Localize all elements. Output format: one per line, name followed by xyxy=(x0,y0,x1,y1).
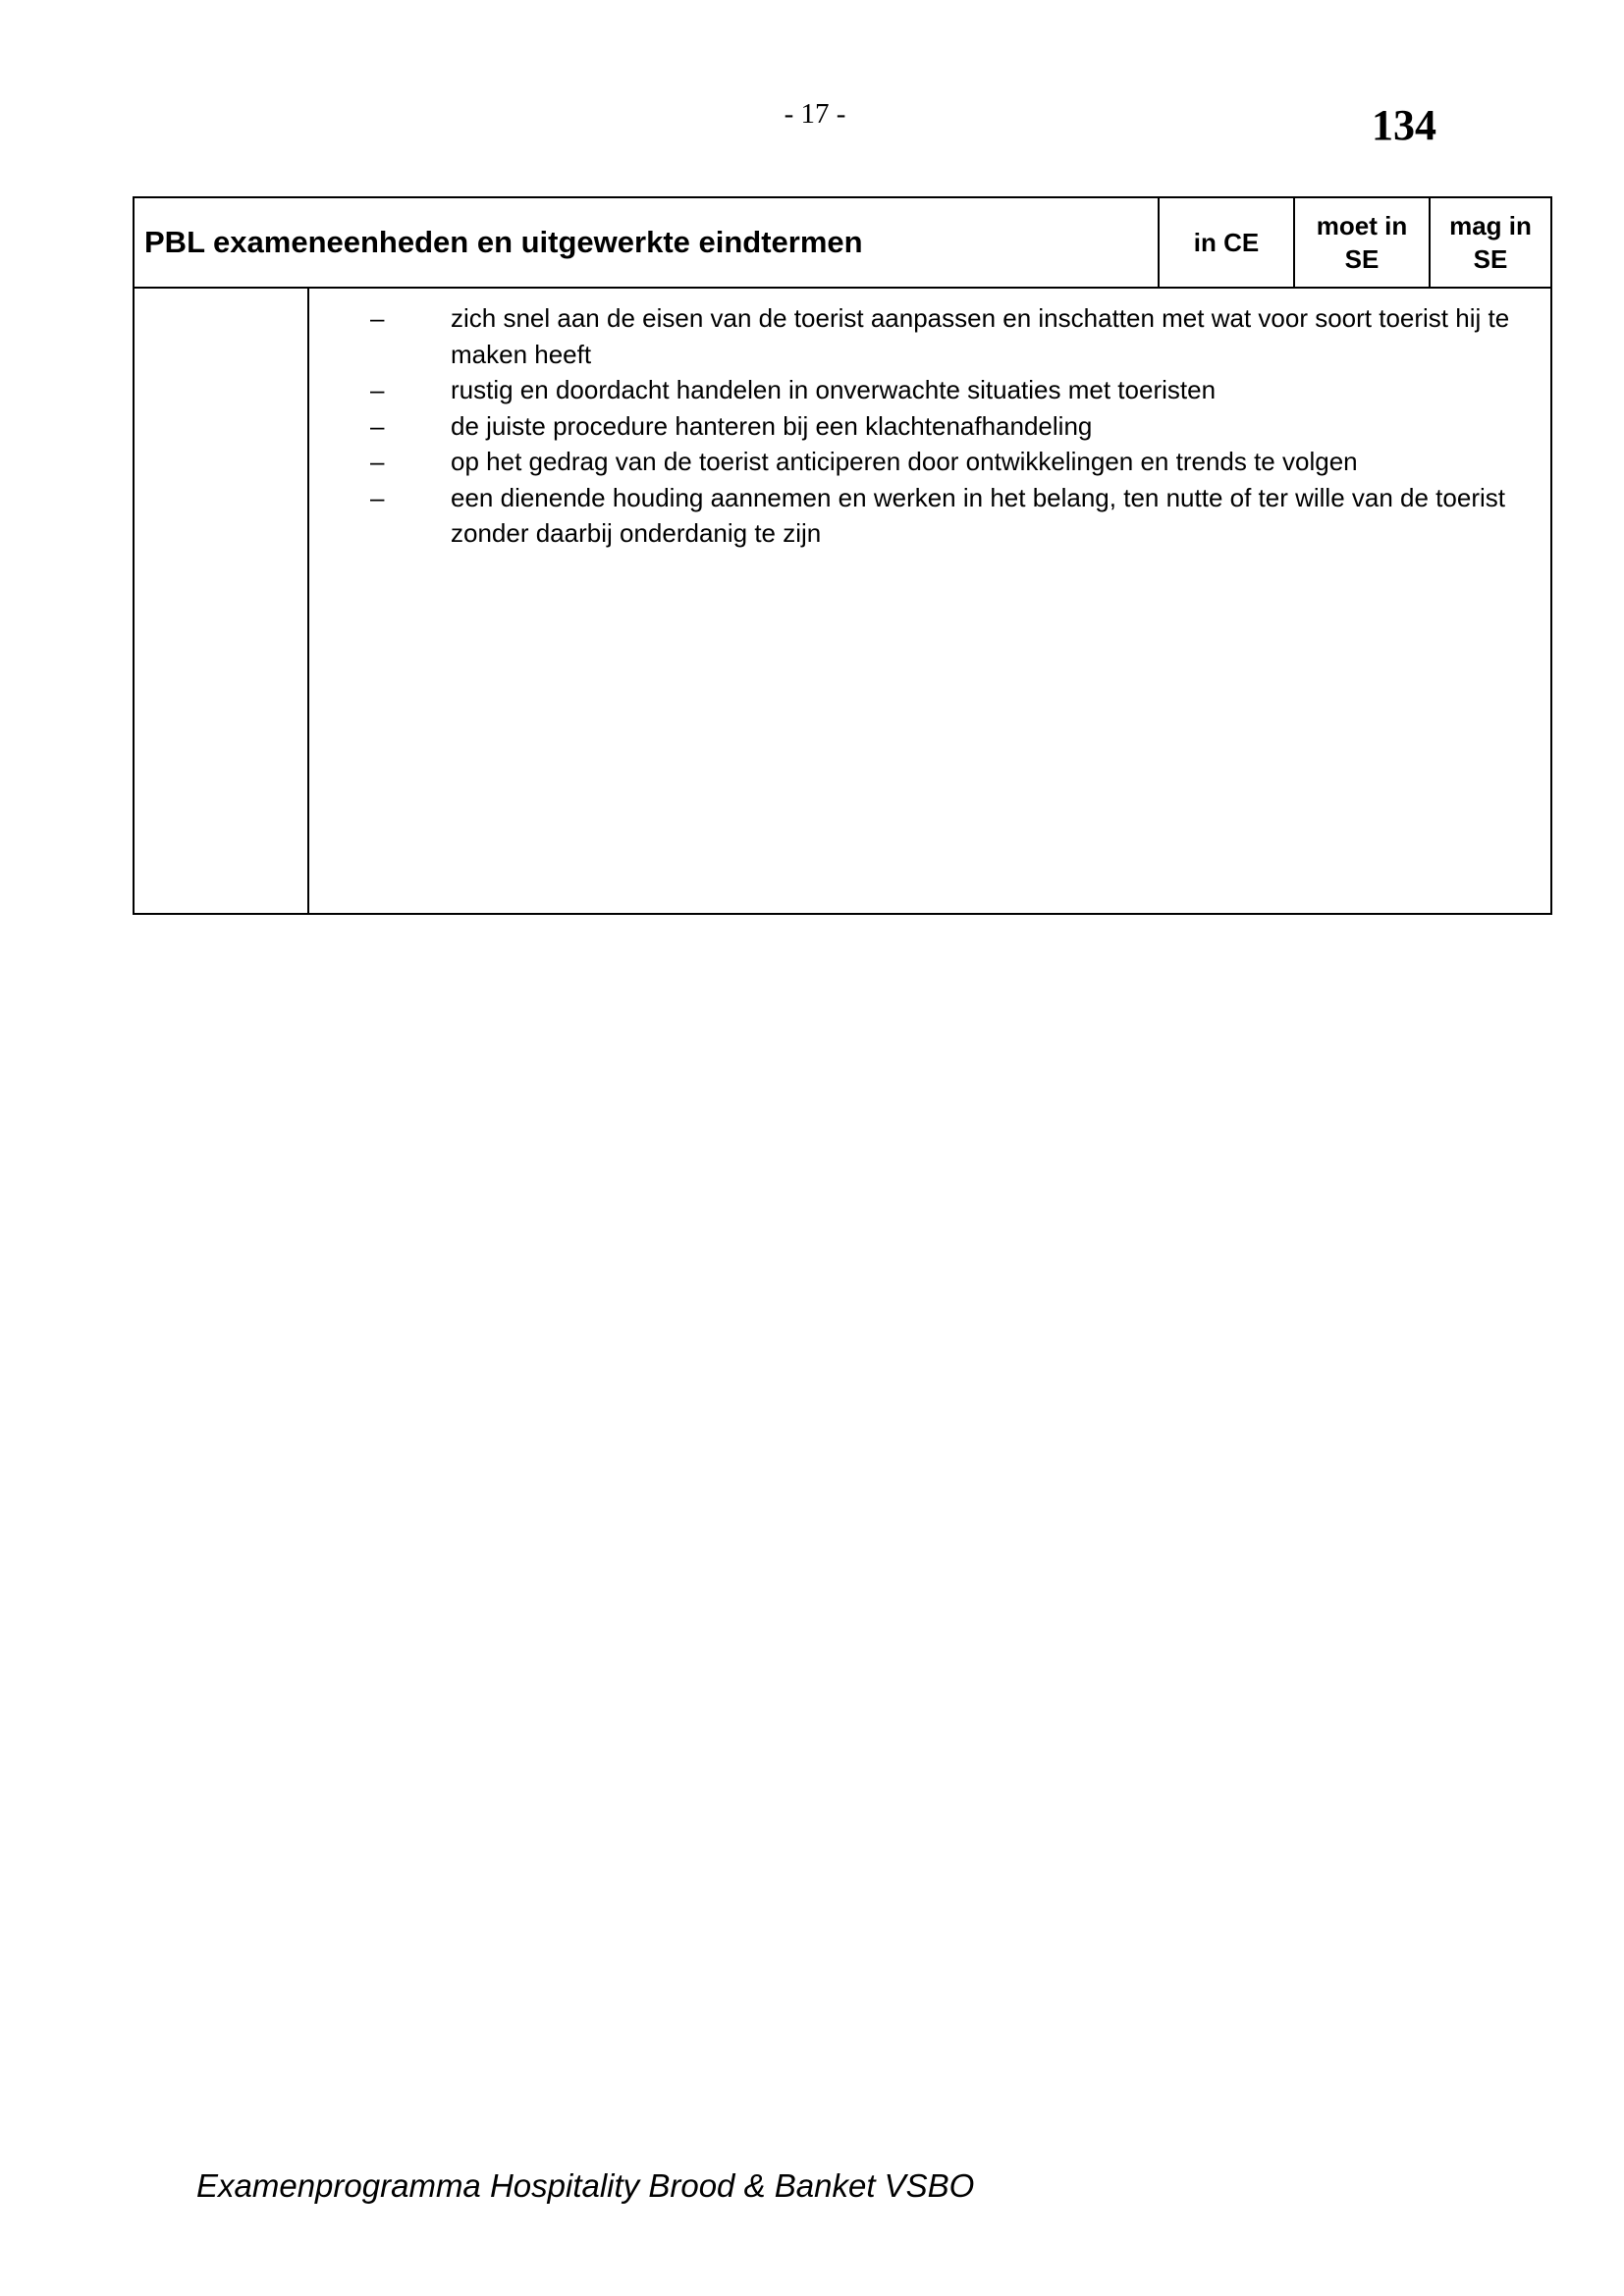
eindtermen-list xyxy=(370,300,1529,552)
eindtermen-table xyxy=(133,196,1552,915)
list-item xyxy=(370,300,1529,372)
column-mag-in-se xyxy=(1429,198,1550,287)
column-mag-label-1: mag in xyxy=(1449,211,1532,240)
column-mag-label-2: SE xyxy=(1473,244,1508,274)
dash-bullet: – xyxy=(370,375,385,404)
page-number: - 17 - xyxy=(784,98,846,130)
column-in-ce-label: in CE xyxy=(1193,228,1260,257)
table-header-row xyxy=(135,198,1550,289)
list-item xyxy=(370,372,1529,408)
dash-bullet: – xyxy=(370,410,385,441)
list-item-text: de juiste procedure hanteren bij een klachtenafhandeling xyxy=(451,410,1093,441)
list-item-text: een dienende houding aannemen en werken in het belang, ten nutte of ter wille van de toerist zonder daarbij onderdanig te zijn xyxy=(451,482,1505,548)
list-item-text: op het gedrag van de toerist anticiperen door ontwikkelingen en trends te volgen xyxy=(451,447,1358,476)
document-number: 134 xyxy=(1372,101,1436,149)
dash-bullet: – xyxy=(370,447,385,476)
column-in-ce xyxy=(1158,198,1293,287)
table-title: PBL exameneenheden en uitgewerkte eindtermen xyxy=(144,225,863,259)
list-item xyxy=(370,408,1529,445)
column-moet-in-se xyxy=(1293,198,1429,287)
column-moet-label-2: SE xyxy=(1344,244,1380,274)
list-item xyxy=(370,444,1529,480)
list-item-text: rustig en doordacht handelen in onverwachte situaties met toeristen xyxy=(451,375,1217,404)
dash-bullet: – xyxy=(370,482,385,512)
code-column xyxy=(135,289,309,913)
list-item-text: zich snel aan de eisen van de toerist aanpassen en inschatten met wat voor soort toerist hij te maken heeft xyxy=(451,303,1510,369)
list-item xyxy=(370,480,1529,552)
column-moet-label-1: moet in xyxy=(1316,211,1408,240)
footer-text: Examenprogramma Hospitality Brood & Banket VSBO xyxy=(196,2167,975,2204)
dash-bullet: – xyxy=(370,303,385,333)
